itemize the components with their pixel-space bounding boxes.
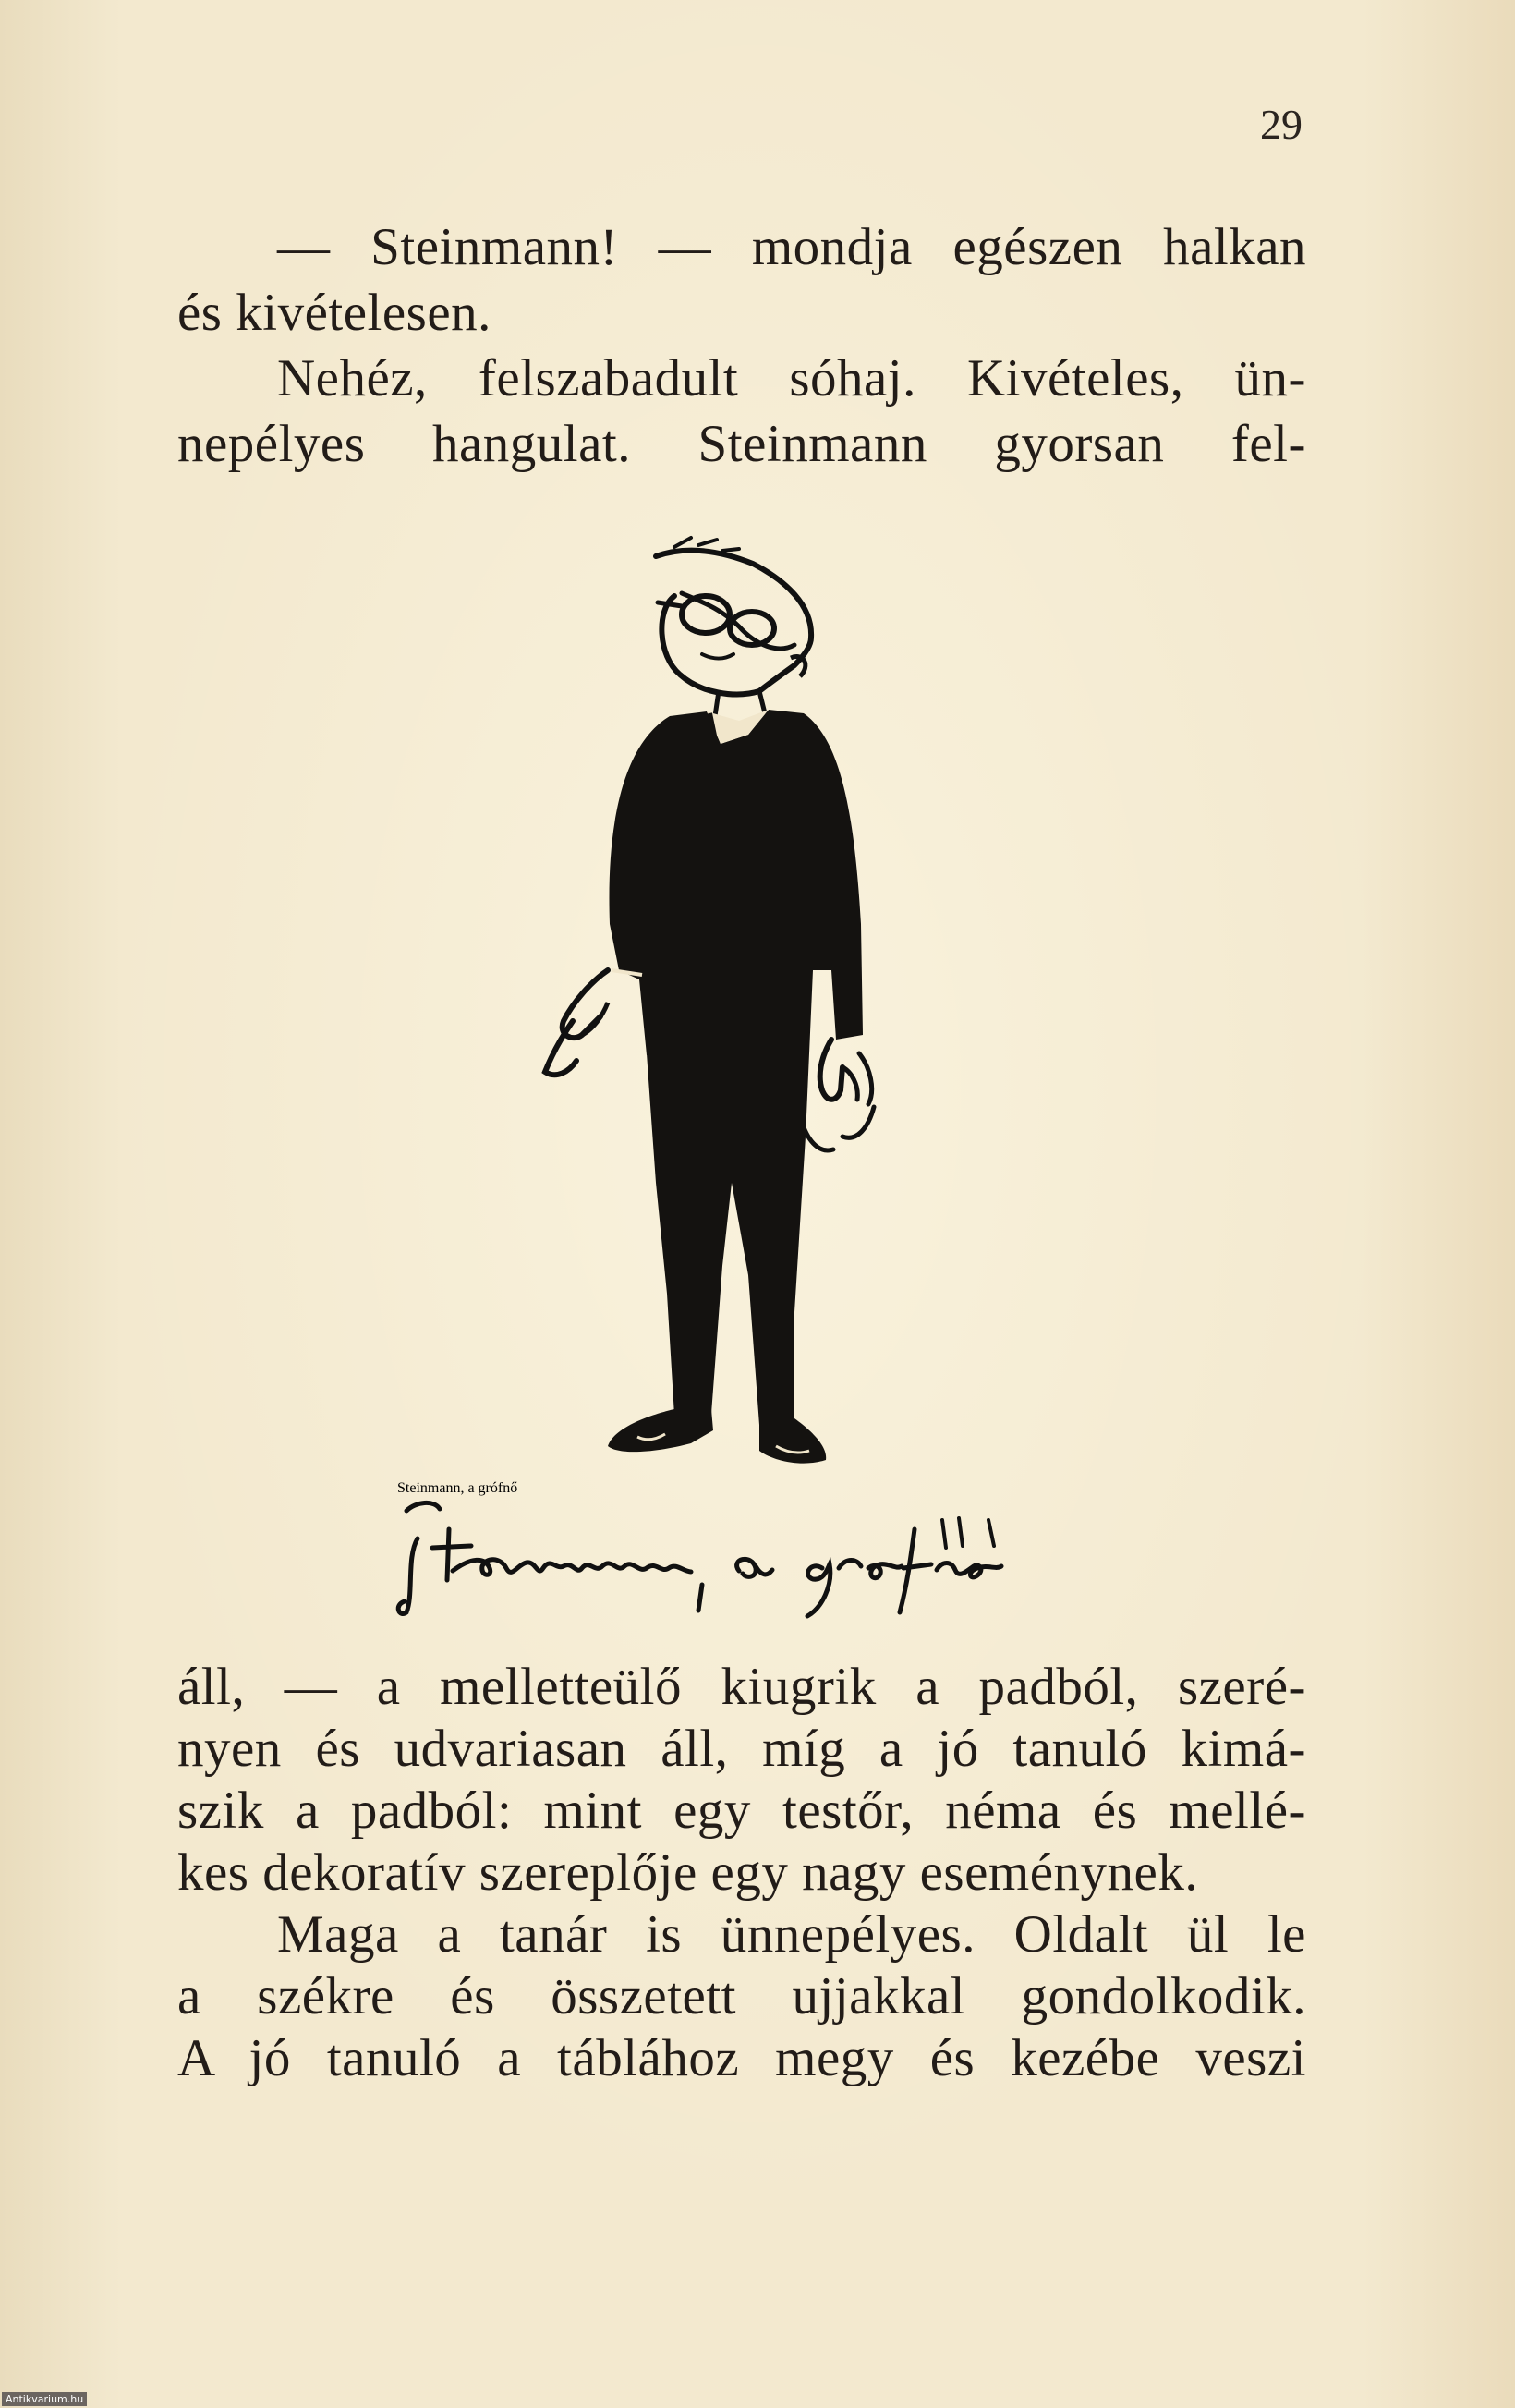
text-line: — Steinmann! — mondja egészen halkan <box>277 218 1306 276</box>
text-line: nepélyes hangulat. Steinmann gyorsan fel- <box>177 415 1306 473</box>
text-line: a székre és összetett ujjakkal gondolkodik. <box>177 1967 1306 2025</box>
watermark-label: Antikvarium.hu <box>2 2392 87 2406</box>
bottom-paragraphs <box>177 1656 1306 2089</box>
page-number: 29 <box>1260 101 1303 148</box>
steinmann-illustration <box>517 536 961 1497</box>
text-line: és kivételesen. <box>177 284 491 342</box>
text-line: szik a padból: mint egy testőr, néma és mellé- <box>177 1782 1306 1840</box>
handwritten-caption <box>397 1480 1099 1622</box>
text-line: kes dekoratív szereplője egy nagy eseménynek. <box>177 1843 1199 1902</box>
text-line: A jó tanuló a táblához megy és kezébe veszi <box>177 2029 1306 2087</box>
text-line: nyen és udvariasan áll, míg a jó tanuló kimá- <box>177 1720 1306 1778</box>
text-line: Nehéz, felszabadult sóhaj. Kivételes, ün- <box>277 349 1306 407</box>
text-line: áll, — a melletteülő kiugrik a padból, szeré- <box>177 1658 1306 1716</box>
top-paragraphs <box>177 214 1306 477</box>
caption-text: Steinmann, a grófnő <box>397 1480 518 1496</box>
text-line: Maga a tanár is ünnepélyes. Oldalt ül le <box>277 1905 1306 1964</box>
